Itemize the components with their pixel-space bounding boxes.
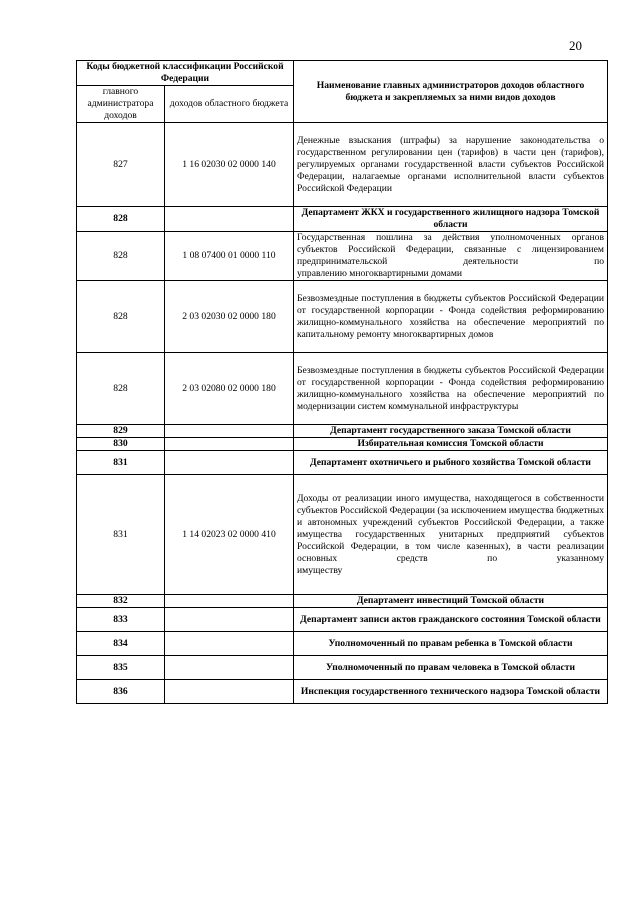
income-description [294, 281, 608, 353]
administrator-heading: Департамент государственного заказа Томской области [294, 425, 608, 438]
table-row [77, 281, 608, 353]
table-row [77, 123, 608, 207]
income-description-text: Доходы от реализации иного имущества, находящегося в собственности субъектов Российской Федерации (за исключением имущества бюджетных и автономных учреждений субъектов Российской Федерации, а также имущества государственных унитарных предприятий субъектов Российской Федерации, в том числе казенных), в части реализации основных средств по указанному [297, 492, 604, 564]
income-description-last-line: имуществу [297, 564, 343, 576]
table-row [77, 632, 608, 656]
table-row [77, 475, 608, 595]
header-name-column: Наименование главных администраторов доходов областного бюджета и закрепляемых за ними видов доходов [294, 61, 608, 123]
admin-code-cell: 828 [77, 353, 165, 425]
administrator-heading: Департамент инвестиций Томской области [294, 595, 608, 608]
page-number: 20 [569, 38, 582, 53]
table-row [77, 232, 608, 281]
table-row [77, 425, 608, 438]
header-group-title: Коды бюджетной классификации Российской Федерации [77, 61, 294, 86]
income-description-last-line: модернизации систем коммунальной инфраструктуры [297, 400, 519, 412]
income-code-cell: 2 03 02080 02 0000 180 [165, 353, 294, 425]
table-row [77, 595, 608, 608]
administrator-heading: Департамент охотничьего и рыбного хозяйства Томской области [294, 451, 608, 475]
income-description [294, 353, 608, 425]
administrator-heading: Избирательная комиссия Томской области [294, 438, 608, 451]
admin-code-cell: 835 [77, 656, 165, 680]
income-description [294, 232, 608, 281]
admin-code-cell: 836 [77, 680, 165, 704]
administrator-heading: Инспекция государственного технического надзора Томской области [294, 680, 608, 704]
income-code-cell [165, 207, 294, 232]
income-code-cell: 1 16 02030 02 0000 140 [165, 123, 294, 207]
table-row [77, 438, 608, 451]
income-code-cell [165, 425, 294, 438]
administrator-heading: Уполномоченный по правам ребенка в Томской области [294, 632, 608, 656]
income-code-cell [165, 438, 294, 451]
income-code-cell [165, 656, 294, 680]
income-description-text: Государственная пошлина за действия уполномоченных органов субъектов Российской Федерации, связанные с лицензированием предпринимательской деятельности по [297, 232, 604, 267]
admin-code-cell: 828 [77, 281, 165, 353]
table-body [77, 123, 608, 704]
income-description [294, 475, 608, 595]
income-description-text: Безвозмездные поступления в бюджеты субъектов Российской Федерации от государственной корпорации - Фонда содействия реформированию жилищно-коммунального хозяйства на обеспечение мероприятий по [297, 292, 604, 328]
income-code-cell [165, 680, 294, 704]
header-income-column: доходов областного бюджета [165, 86, 294, 123]
admin-code-cell: 829 [77, 425, 165, 438]
header-admin-column: главного администратора доходов [77, 86, 165, 123]
admin-code-cell: 831 [77, 475, 165, 595]
table-row [77, 656, 608, 680]
admin-code-cell: 831 [77, 451, 165, 475]
table-row [77, 608, 608, 632]
income-description [294, 123, 608, 207]
income-code-cell [165, 632, 294, 656]
administrator-heading: Департамент ЖКХ и государственного жилищного надзора Томской области [294, 207, 608, 232]
income-code-cell [165, 451, 294, 475]
income-code-cell [165, 595, 294, 608]
income-description-text: Безвозмездные поступления в бюджеты субъектов Российской Федерации от государственной корпорации - Фонда содействия реформированию жилищно-коммунального хозяйства на обеспечение мероприятий по [297, 364, 604, 400]
income-code-cell [165, 608, 294, 632]
admin-code-cell: 833 [77, 608, 165, 632]
table-row [77, 207, 608, 232]
income-code-cell: 2 03 02030 02 0000 180 [165, 281, 294, 353]
admin-code-cell: 828 [77, 232, 165, 281]
income-code-cell: 1 14 02023 02 0000 410 [165, 475, 294, 595]
administrator-heading: Уполномоченный по правам человека в Томской области [294, 656, 608, 680]
administrator-heading: Департамент записи актов гражданского состояния Томской области [294, 608, 608, 632]
income-description-text: Денежные взыскания (штрафы) за нарушение законодательства о государственном регулировании цен (тарифов) в части цен (тарифов), регулируемых органами государственной власти субъектов Российской Федерации, налагаемые органами исполнительной власти субъектов [297, 134, 604, 182]
budget-classification-table [76, 60, 608, 704]
table-row [77, 680, 608, 704]
admin-code-cell: 827 [77, 123, 165, 207]
admin-code-cell: 834 [77, 632, 165, 656]
income-code-cell: 1 08 07400 01 0000 110 [165, 232, 294, 281]
income-description-last-line: капитальному ремонту многоквартирных домов [297, 328, 494, 340]
admin-code-cell: 830 [77, 438, 165, 451]
income-description-last-line: Российской Федерации [297, 182, 392, 194]
table-row [77, 353, 608, 425]
admin-code-cell: 828 [77, 207, 165, 232]
table-row [77, 451, 608, 475]
income-description-last-line: управлению многоквартирными домами [297, 268, 463, 279]
admin-code-cell: 832 [77, 595, 165, 608]
